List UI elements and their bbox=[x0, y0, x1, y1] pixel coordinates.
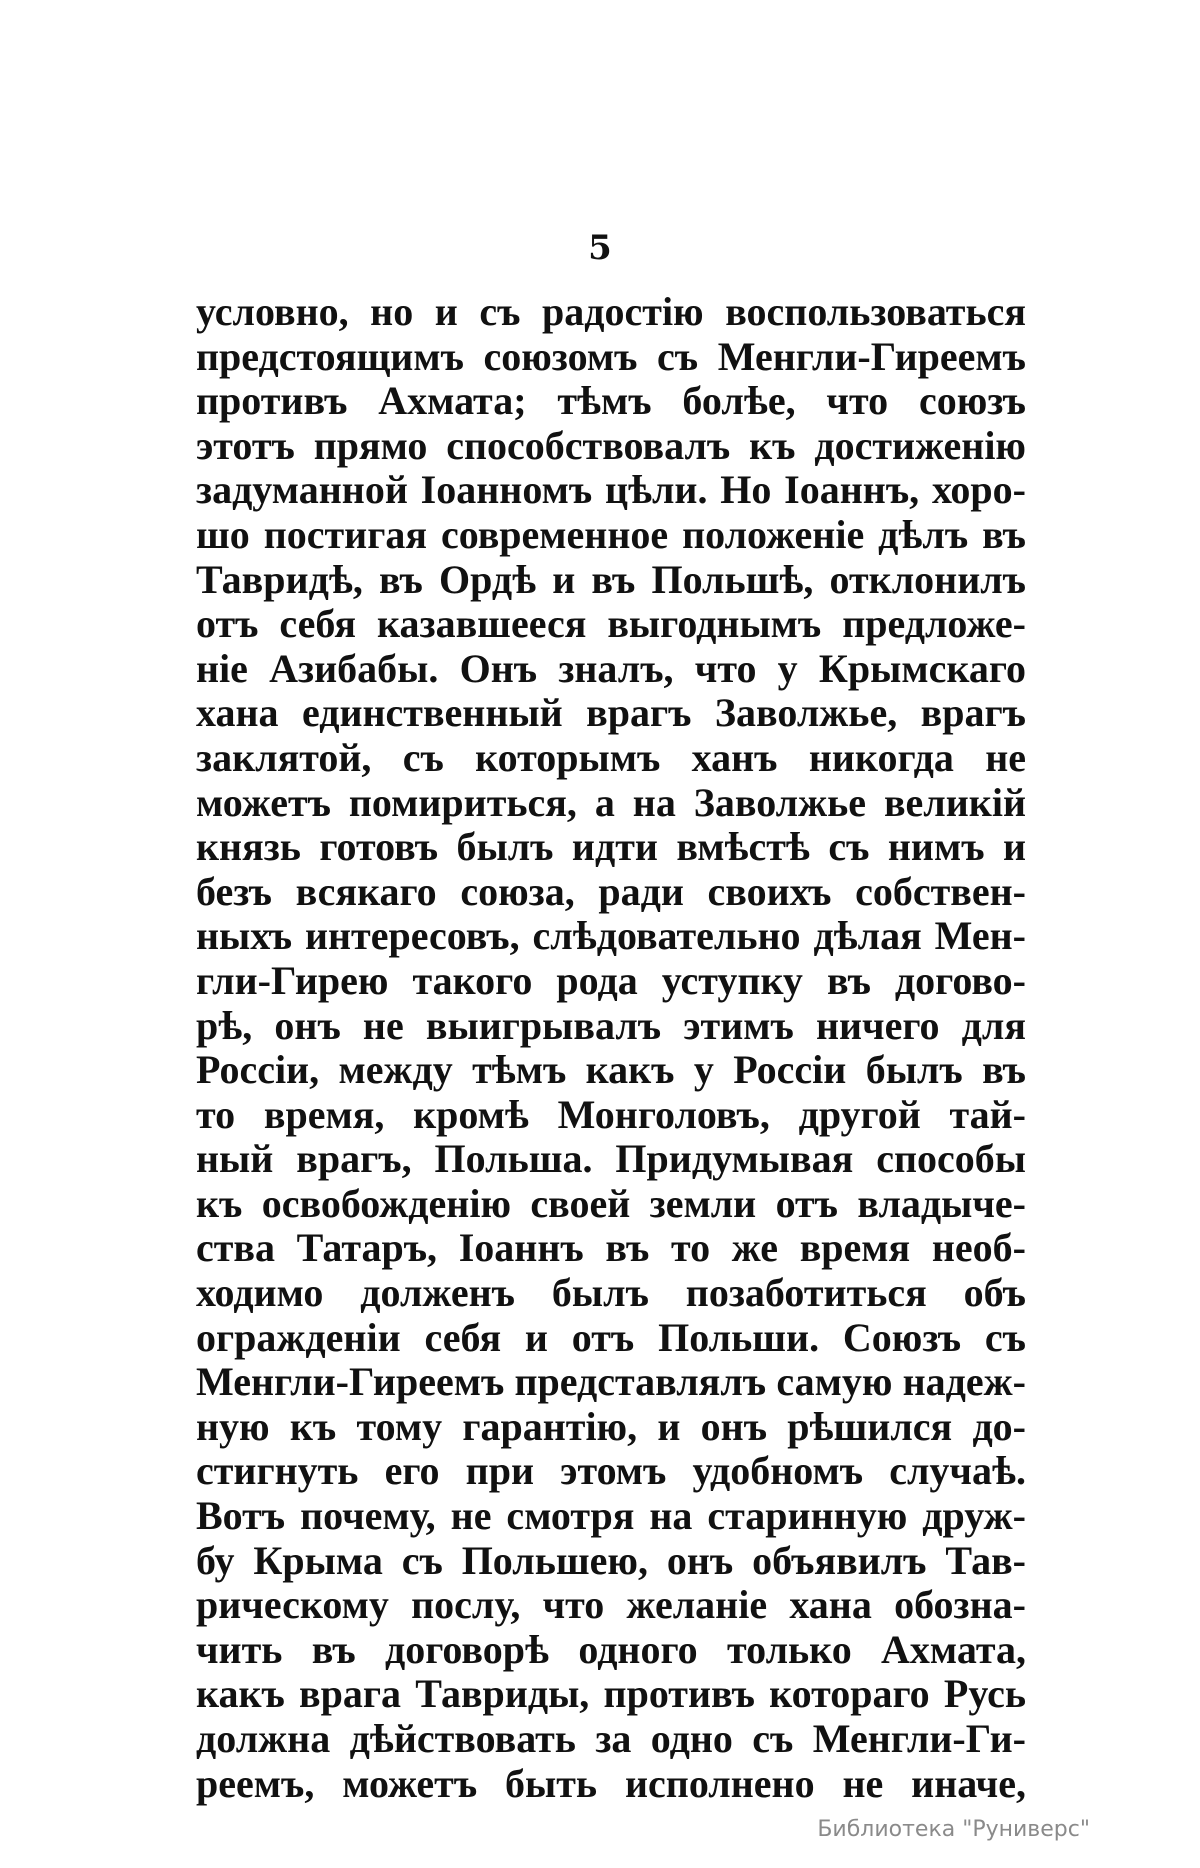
text-line: задуманной Iоанномъ цѣли. Но Iоаннъ, хоро- bbox=[196, 467, 1026, 513]
page-number: 5 bbox=[588, 228, 612, 268]
text-line: стигнуть его при этомъ удобномъ случаѣ. bbox=[196, 1448, 1026, 1494]
text-line: гли-Гирею такого рода уступку въ догово- bbox=[196, 957, 1026, 1003]
text-line: ный врагъ, Польша. Придумывая способы bbox=[196, 1136, 1026, 1182]
text-line: Вотъ почему, не смотря на старинную друж- bbox=[196, 1493, 1026, 1539]
text-line: этотъ прямо способствовалъ къ достиженiю bbox=[196, 422, 1026, 468]
text-line: Тавридѣ, въ Ордѣ и въ Польшѣ, отклонилъ bbox=[196, 556, 1026, 602]
text-line: бу Крыма съ Польшею, онъ объявилъ Тав- bbox=[196, 1537, 1026, 1583]
text-line: огражденiи себя и отъ Польши. Союзъ съ bbox=[196, 1314, 1026, 1360]
text-line: можетъ помириться, а на Заволжье великiй bbox=[196, 779, 1026, 825]
text-line: реемъ, можетъ быть исполнено не иначе, bbox=[196, 1760, 1026, 1806]
text-line: рѣ, онъ не выигрывалъ этимъ ничего для bbox=[196, 1002, 1026, 1048]
text-line: предстоящимъ союзомъ съ Менгли-Гиреемъ bbox=[196, 333, 1026, 379]
text-line: князь готовъ былъ идти вмѣстѣ съ нимъ и bbox=[196, 824, 1026, 870]
body-text bbox=[196, 290, 1026, 1806]
text-line: Менгли-Гиреемъ представлялъ самую надеж- bbox=[196, 1359, 1026, 1405]
text-line: хана единственный врагъ Заволжье, врагъ bbox=[196, 690, 1026, 736]
text-line: условно, но и съ радостiю воспользоваться bbox=[196, 289, 1026, 334]
text-line: чить въ договорѣ одного только Ахмата, bbox=[196, 1626, 1026, 1672]
text-line: ходимо долженъ былъ позаботиться объ bbox=[196, 1270, 1026, 1316]
text-line: нiе Азибабы. Онъ зналъ, что у Крымскаго bbox=[196, 645, 1026, 691]
text-line: противъ Ахмата; тѣмъ болѣе, что союзъ bbox=[196, 378, 1026, 424]
text-line: отъ себя казавшееся выгоднымъ предложе- bbox=[196, 601, 1026, 647]
text-line: безъ всякаго союза, ради своихъ собствен- bbox=[196, 868, 1026, 914]
text-line: шо постигая современное положенiе дѣлъ въ bbox=[196, 511, 1026, 557]
text-line: должна дѣйствовать за одно съ Менгли-Ги- bbox=[196, 1716, 1026, 1761]
text-line: заклятой, съ которымъ ханъ никогда не bbox=[196, 734, 1026, 780]
text-line: рическому послу, что желанiе хана обозна- bbox=[196, 1582, 1026, 1628]
text-line: ныхъ интересовъ, слѣдовательно дѣлая Мен- bbox=[196, 913, 1026, 959]
text-line: ную къ тому гарантiю, и онъ рѣшился до- bbox=[196, 1403, 1026, 1449]
text-line: то время, кромѣ Монголовъ, другой тай- bbox=[196, 1091, 1026, 1137]
watermark: Библиотека "Руниверс" bbox=[817, 1817, 1090, 1842]
text-line: къ освобожденiю своей земли отъ владыче- bbox=[196, 1180, 1026, 1226]
text-line: Россiи, между тѣмъ какъ у Россiи былъ въ bbox=[196, 1047, 1026, 1093]
text-line: ства Татаръ, Iоаннъ въ то же время необ- bbox=[196, 1225, 1026, 1271]
text-line: какъ врага Тавриды, противъ котораго Русь bbox=[196, 1671, 1026, 1717]
